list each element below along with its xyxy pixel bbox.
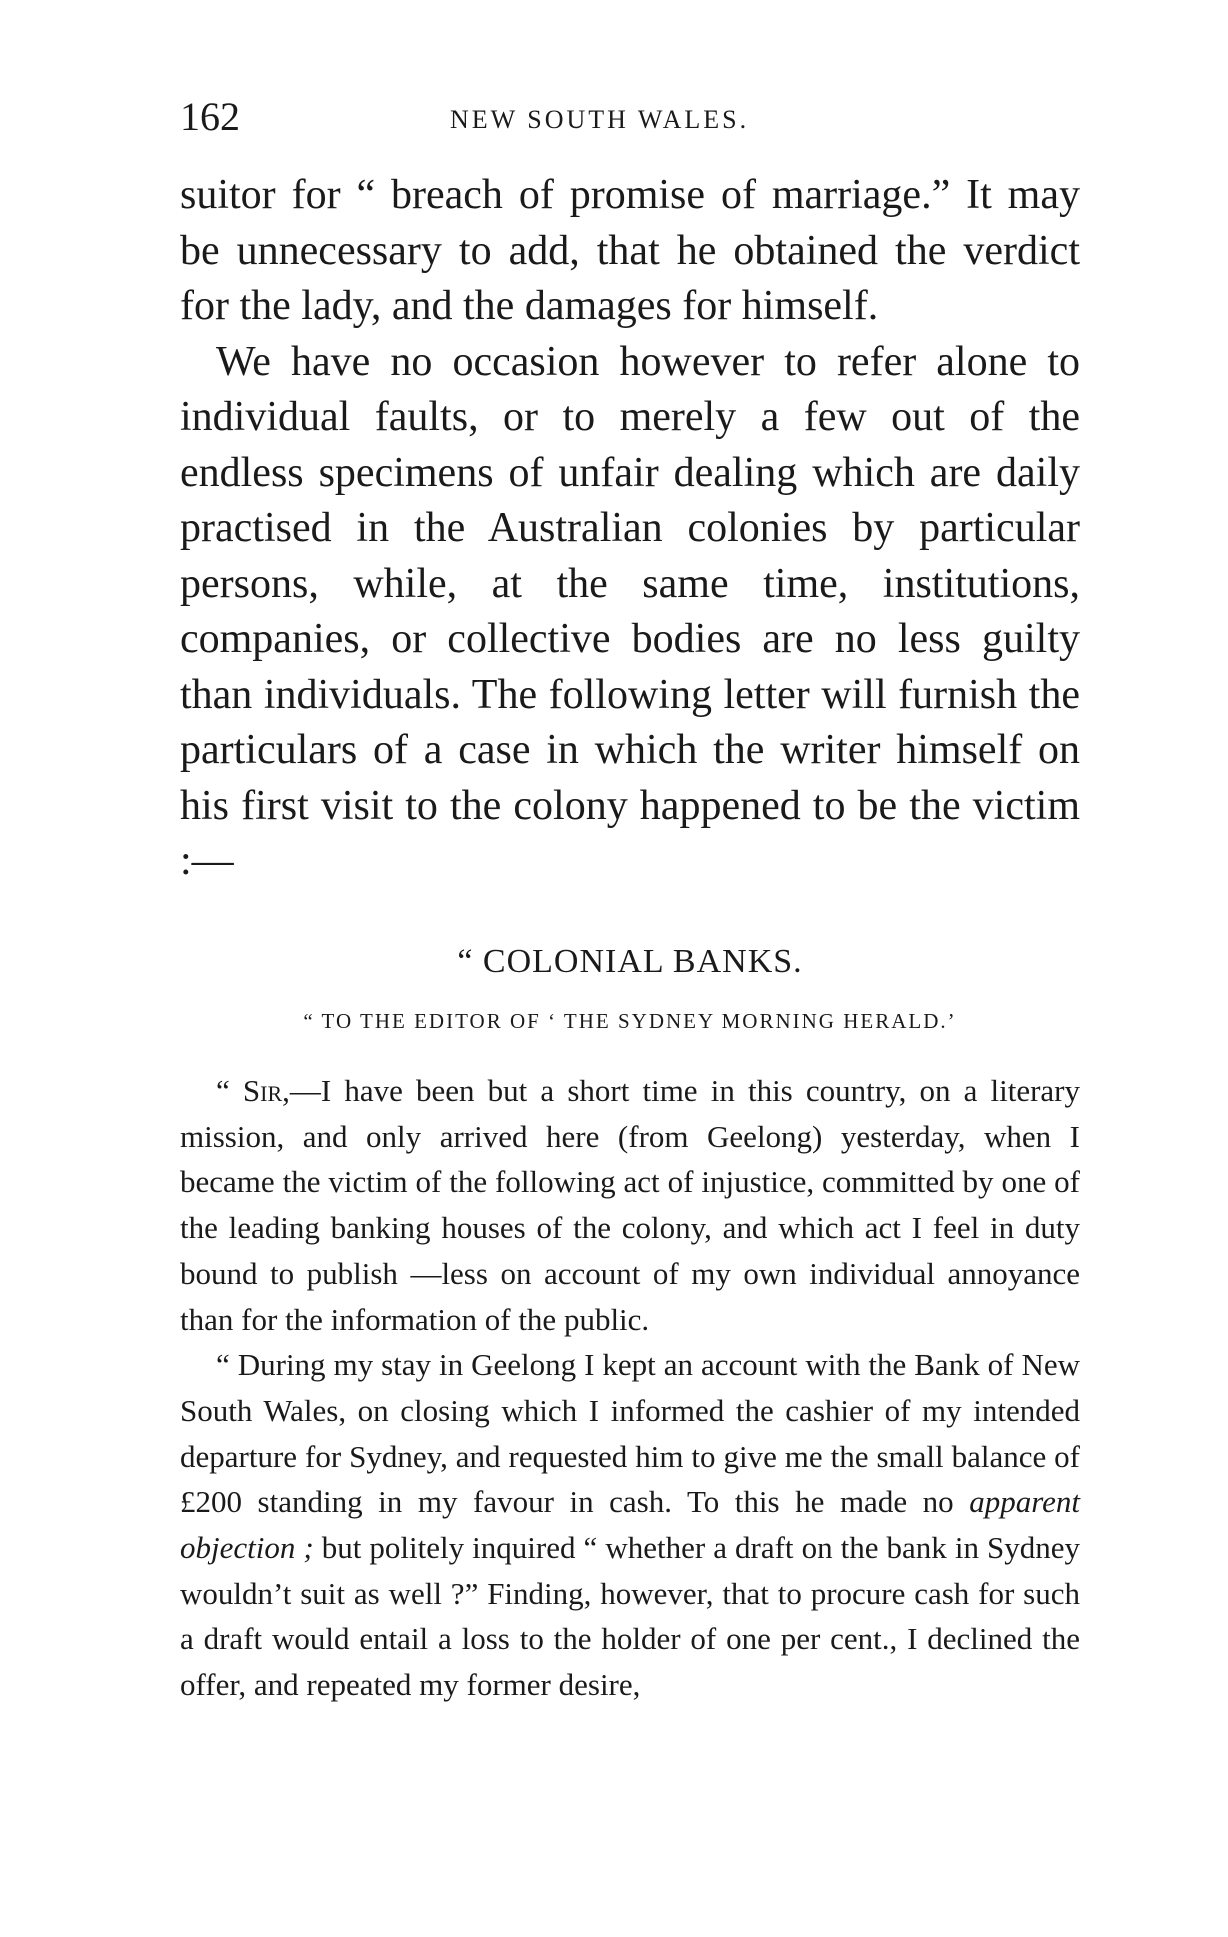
letter-paragraph-1-text: —I have been but a short time in this country, on a literary mission, and only arrived here (from Geelong) yesterday, when I became the victim of the following act of injustice, committed by one of the leading banking houses of the colony, and which act I feel in duty bound to publish —less on account of my own individual annoyance than for the information of the public.	[180, 1073, 1080, 1337]
running-head: NEW SOUTH WALES.	[450, 105, 750, 134]
paragraph-continued: suitor for “ breach of promise of marriage.” It may be unnecessary to add, that he obtained the verdict for the lady, and the damages for himself.	[180, 172, 1080, 329]
page-header	[180, 92, 1080, 142]
emphasized-phrase: apparent objection ;	[180, 1484, 1080, 1566]
letter-heading: “ COLONIAL BANKS.	[457, 943, 803, 980]
letter-paragraph-2	[180, 1342, 1080, 1708]
opening-quote: “	[216, 1073, 243, 1108]
letter-paragraph-2-text-b: but politely inquired “ whether a draft on the bank in Sydney wouldn’t suit as well ?” Finding, however, that to procure cash for such a draft would entail a loss to the holder of one per cent., I declined the offer, and repeated my former desire,	[180, 1530, 1080, 1703]
letter-paragraph-2-text-a: “ During my stay in Geelong I kept an account with the Bank of New South Wales, on closing which I informed the cashier of my intended departure for Sydney, and requested him to give me the small balance of £200 standing in my favour in cash. To this he made no	[180, 1347, 1080, 1520]
letter-body	[180, 1068, 1080, 1708]
main-text	[180, 168, 1080, 890]
letter-address: “ TO THE EDITOR OF ‘ THE SYDNEY MORNING HERALD.’	[303, 1009, 957, 1033]
page-number: 162	[180, 94, 240, 139]
letter-paragraph-1	[180, 1068, 1080, 1342]
salutation: Sir,	[242, 1073, 290, 1108]
paragraph-faults: We have no occasion however to refer alone to individual faults, or to merely a few out of the endless specimens of unfair dealing which are daily practised in the Australian colonies by particular persons, while, at the same time, institutions, companies, or collective bodies are no less guilty than individuals. The following letter will furnish the particulars of a case in which the writer himself on his first visit to the colony happened to be the victim :—	[180, 338, 1080, 884]
